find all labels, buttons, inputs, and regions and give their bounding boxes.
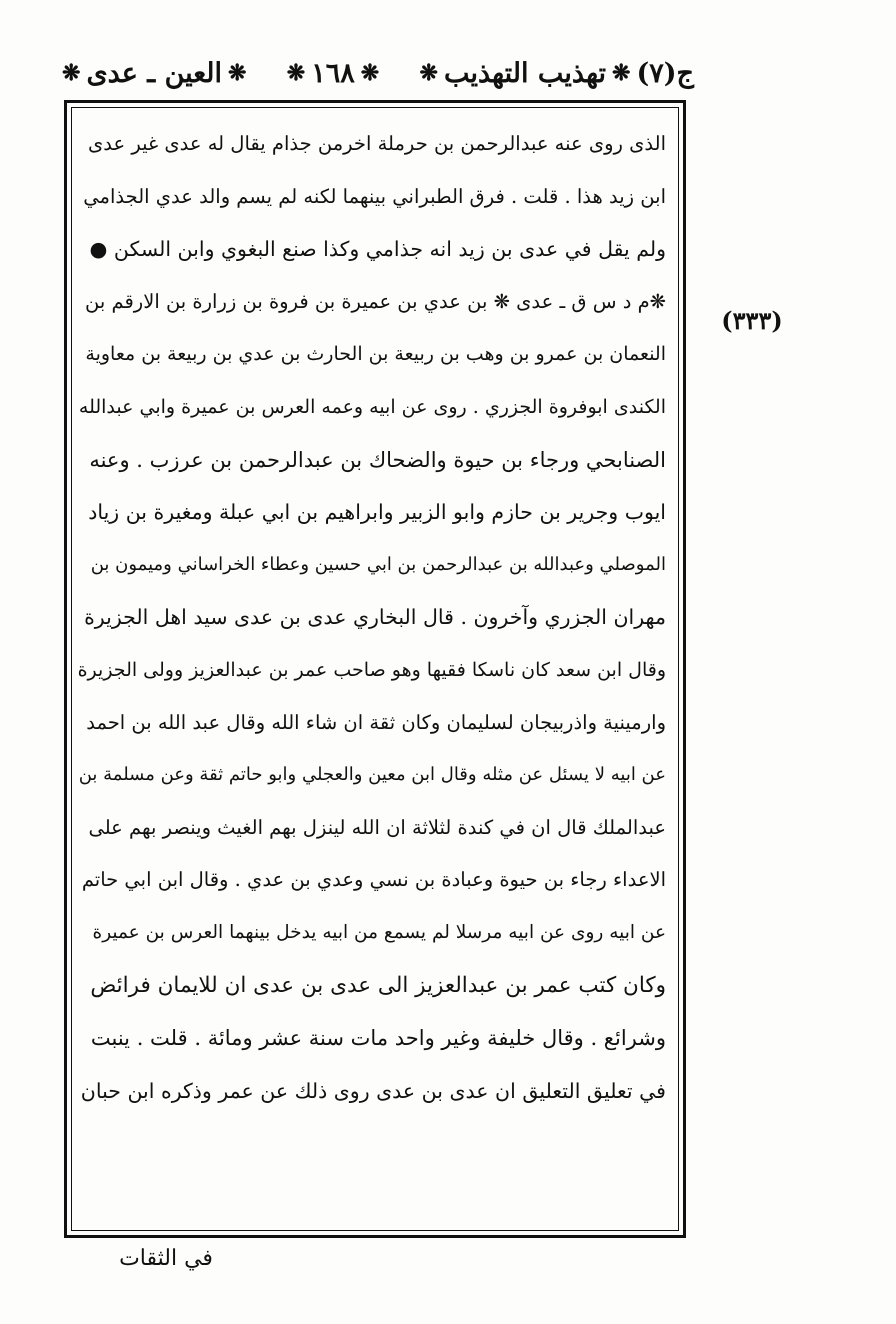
- text-line: وقال ابن سعد كان ناسكا فقيها وهو صاحب عمر بن عبدالعزيز وولى الجزيرة: [78, 658, 666, 681]
- ornament-icon: ❋: [419, 60, 438, 86]
- book-title: تهذيب التهذيب: [443, 57, 607, 89]
- header-page: [287, 58, 379, 89]
- header-section: [62, 58, 246, 89]
- text-line: النعمان بن عمرو بن وهب بن ربيعة بن الحارث بن عدي بن ربيعة بن معاوية: [85, 343, 666, 366]
- ornament-icon: ❋: [228, 60, 247, 86]
- text-line: الصنابحي ورجاء بن حيوة والضحاك بن عبدالرحمن بن عرزب . وعنه: [89, 447, 666, 472]
- text-line: الذى روى عنه عبدالرحمن بن حرملة اخرمن جذام يقال له عدى غير عدى: [87, 132, 666, 155]
- volume-label: ج(٧): [636, 57, 694, 89]
- ornament-icon: ❋: [286, 60, 306, 86]
- main-text: [78, 118, 666, 1117]
- text-line: في تعليق التعليق ان عدى بن عدى روى ذلك عن عمر وذكره ابن حبان: [80, 1078, 666, 1103]
- text-line: الاعداء رجاء بن حيوة وعبادة بن نسي وعدي بن عدي . وقال ابن ابي حاتم: [81, 868, 666, 892]
- running-header: [62, 48, 694, 98]
- text-line: وارمينية واذربيجان لسليمان وكان ثقة ان شاء الله وقال عبد الله بن احمد: [86, 710, 666, 734]
- ornament-icon: ❋: [360, 60, 380, 86]
- ornament-icon: ❋: [612, 60, 631, 86]
- section-title: العين ـ عدى: [86, 57, 223, 89]
- text-line: الكندى ابوفروة الجزري . روى عن ابيه وعمه العرس بن عميرة وابي عبدالله: [78, 395, 666, 418]
- text-line: عبدالملك قال ان في كندة لثلاثة ان الله لينزل بهم الغيث وينصر بهم على: [88, 815, 666, 839]
- text-line: الموصلي وعبدالله بن عبدالرحمن بن ابي حسين وعطاء الخراساني وميمون بن: [90, 553, 666, 575]
- text-line: ❋م د س ق ـ عدى ❋ بن عدي بن عميرة بن فروة بن زرارة بن الارقم بن: [85, 289, 666, 313]
- text-line: ولم يقل في عدى بن زيد انه جذامي وكذا صنع البغوي وابن السكن ●: [89, 237, 666, 262]
- text-line: مهران الجزري وآخرون . قال البخاري عدى بن عدى سيد اهل الجزيرة: [84, 605, 666, 630]
- text-line: عن ابيه لا يسئل عن مثله وقال ابن معين والعجلي وابو حاتم ثقة وعن مسلمة بن: [78, 764, 666, 786]
- header-volume-title: [420, 58, 694, 89]
- catchword: في الثقات: [119, 1246, 213, 1271]
- text-line: ايوب وجرير بن حازم وابو الزبير وابراهيم بن ابي عبلة ومغيرة بن زياد: [88, 500, 666, 525]
- text-line: ابن زيد هذا . قلت . فرق الطبراني بينهما لكنه لم يسم والد عدي الجذامي: [83, 184, 666, 208]
- text-line: عن ابيه روى عن ابيه مرسلا لم يسمع من ابيه يدخل بينهما العرس بن عميرة: [92, 921, 666, 943]
- text-line: وشرائع . وقال خليفة وغير واحد مات سنة عشر ومائة . قلت . ينبت: [90, 1026, 666, 1051]
- page-number: ١٦٨: [311, 57, 355, 89]
- entry-number: (٣٣٣): [721, 306, 783, 335]
- text-line: وكان كتب عمر بن عبدالعزيز الى عدى بن عدى ان للايمان فرائض: [90, 972, 666, 998]
- ornament-icon: ❋: [62, 60, 81, 86]
